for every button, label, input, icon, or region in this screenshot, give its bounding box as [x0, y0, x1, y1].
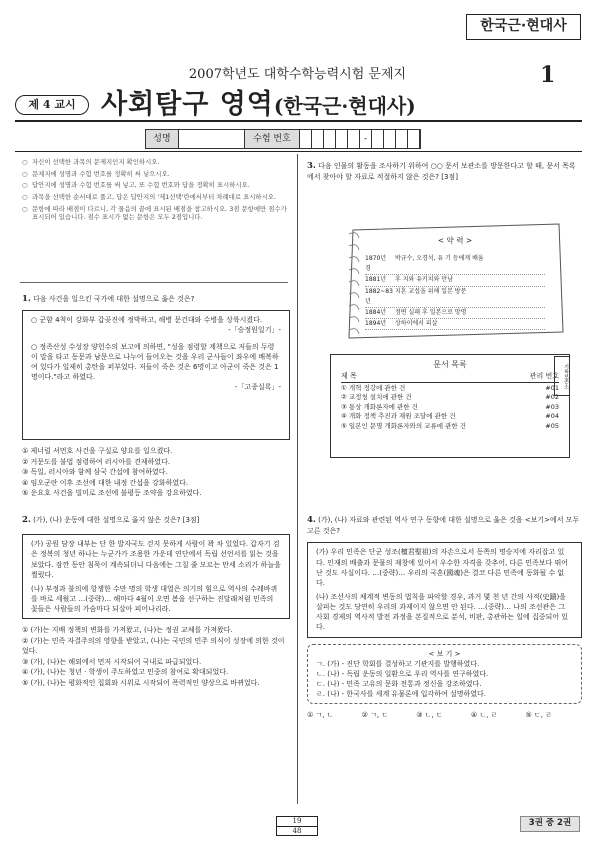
q1-passage-2: ○ 정족산성 수성장 양헌수의 보고에 의하면, "성을 점령할 계책으로 저들의 두령이 말을 타고 동문과 남문으로 나누어 들어오는 것을 우리 군사들이 좌우에 배복하여 있다가 일제히 총탄을 퍼부었다. 저들이 죽은 것은 6명이고 아군이 죽은 것은 1명이다."라고 하였다.	[31, 342, 279, 382]
q4-bogi-box	[307, 644, 582, 705]
question-3	[307, 160, 582, 182]
notice-item: ○ 과목을 선택한 순서대로 풀고, 답은 답안지의 '제1선택'란에서부터 차례대로 표시하시오.	[22, 193, 287, 202]
document-row[interactable]: ② 교정청 설치에 관한 건 #02	[341, 393, 559, 402]
q1-passage-box	[22, 310, 290, 440]
q2-option[interactable]: ④ (가), (나)는 청년 · 학생이 주도하였고 민중의 참여로 확대되었다.	[22, 668, 229, 677]
exam-title: 2007학년도 대학수학능력시험 문제지	[188, 67, 407, 82]
exam-no-digit[interactable]	[336, 130, 348, 148]
exam-no-digit[interactable]	[396, 130, 408, 148]
q2-options	[22, 625, 290, 688]
q1-passage-1: ○ 군함 4척이 강화부 갑곶진에 정박하고, 해병 문건대와 수병을 상륙시켰다.	[31, 316, 263, 325]
q4-option[interactable]: ① ㄱ, ㄴ	[307, 711, 334, 720]
q4-stem: 4. (가), (나) 자료와 관련된 역사 연구 동향에 대한 설명으로 옳은 것을 <보기>에서 모두 고른 것은?	[307, 515, 580, 536]
q2-option[interactable]: ② (가)는 민족 자결주의의 영향을 받았고, (나)는 국민의 민주 의식이 성장에 의한 것이었다.	[22, 636, 285, 656]
document-row[interactable]: ④ 개화 정책 추진과 재원 조달에 관한 건 #04	[341, 412, 559, 421]
name-field[interactable]	[179, 130, 245, 148]
q4-option[interactable]: ③ ㄴ, ㄷ	[416, 711, 443, 720]
subject-main: 사회탐구 영역	[101, 89, 274, 120]
document-row[interactable]: ③ 통상 개화론자에 관한 건 #03	[341, 402, 559, 411]
q1-source-1: -「승정원일기」-	[228, 326, 281, 335]
q4-passage-box	[307, 542, 582, 637]
period-badge: 제 4 교시	[15, 95, 89, 115]
q4-bogi-item: ㄷ. (나) - 민족 고유의 문화 전통과 정신을 강조하였다.	[316, 680, 482, 688]
header-rule-2	[15, 151, 582, 152]
notice-item: ○ 자신이 선택한 과목의 문제지인지 확인하시오.	[22, 158, 287, 167]
question-2	[22, 514, 290, 688]
q4-passage-ga: (가) 우리 민족은 단군 성조(檀君聖祖)의 자손으로서 동쪽의 명승지에 자리잡고 있다. 인재의 배출과 문물의 재창에 있어서 우수한 자격을 갖추어, 다른 민족보다 뛰어난 것도 사실이다. …(중략)… 우리의 국혼(國魂)은 결코 다른 민족에 동화될 수 없다.	[316, 548, 569, 587]
timeline-row: 1881년 후 지와 유키치와 만남	[365, 275, 545, 286]
q4-options	[307, 710, 552, 720]
candidate-id-bar	[145, 129, 421, 149]
q2-passage-ga: (가) 공원 담장 내부는 단 한 발자국도 걷지 못하게 사람이 꽉 차 있었다. 갑자기 검은 정복의 청년 하나는 누군가가 조용한 가운데 연단에서 독립 선언서를 읽는 것을 보았다. 잠깐 동안 침묵이 계속되더니 다음에는 그칠 줄 모르는 만세 소리가 하늘을 찔렀다.	[31, 540, 281, 579]
volume-badge: 3권 중 2권	[520, 816, 580, 832]
exam-no-digit[interactable]	[408, 130, 420, 148]
document-list	[330, 354, 570, 458]
timeline-row: 1870년 경 박규수, 오경석, 유 기 등에게 배움	[365, 254, 545, 275]
q2-option[interactable]: ⑤ (가), (나)는 평화적인 집회와 시위로 시작되어 폭력적인 양상으로 바뀌었다.	[22, 678, 260, 687]
exam-no-digit[interactable]	[300, 130, 312, 148]
page-number: 1	[540, 62, 556, 88]
column-divider	[297, 154, 298, 804]
q1-option[interactable]: ③ 독일, 러시아와 함께 삼국 간섭에 참여하였다.	[22, 468, 168, 477]
q4-option[interactable]: ⑤ ㄷ, ㄹ	[525, 711, 552, 720]
q1-option[interactable]: ① 제너럴 셔먼호 사건을 구실로 양요를 일으켰다.	[22, 447, 173, 456]
q4-bogi-item: ㄴ. (나) - 독립 운동의 일환으로 우리 역사를 연구하였다.	[316, 669, 489, 678]
footer-page-counter	[276, 816, 318, 836]
name-label: 성명	[146, 130, 179, 148]
q4-bogi-item: ㄹ. (나) - 한국사를 세계 유물론에 입각하여 설명하였다.	[316, 690, 487, 699]
exam-no-digit[interactable]	[348, 130, 360, 148]
q4-passage-na: (나) 조선사의 체계적 변동의 법칙을 파악할 경우, 과거 몇 천 년 간의 사적(史蹟)을 살피는 것도 당연히 우리의 과제이지 않으면 안 된다. …(중략)… 나의 조선관은 그 사회 경제의 역사적 발전 과정을 본질적으로 분석, 비판, 총관하는 일에 집중되어 있다.	[316, 593, 569, 632]
q3-stem: 3. 다음 인물의 활동을 조사하기 위하여 ○○ 문서 보관소를 방문한다고 할 때, 문서 목록에서 찾아야 할 자료로 적절하지 않은 것은? [3점]	[307, 161, 576, 182]
exam-no-dash: -	[360, 130, 372, 148]
q4-bogi-title: < 보 기 >	[428, 649, 461, 658]
notice-item: ○ 문항에 따라 배점이 다르니, 각 물음의 끝에 표시된 배점을 참고하시오. 3점 문항에만 점수가 표시되어 있습니다. 점수 표시가 없는 문항은 모두 2점입니다.	[22, 205, 287, 222]
document-row[interactable]: ① 개혁 정강에 관한 건 #01	[341, 383, 559, 392]
document-list-title: 문서 목록	[433, 360, 467, 369]
exam-no-digit[interactable]	[372, 130, 384, 148]
timeline-row: 1894년 상하이에서 피살	[365, 319, 545, 330]
header-rule	[15, 120, 582, 122]
q4-option[interactable]: ② ㄱ, ㄷ	[361, 711, 389, 720]
q1-source-2: -「고종실록」-	[234, 383, 281, 392]
timeline-row: 1884년 정변 실패 후 일본으로 망명	[365, 308, 545, 319]
exam-no-label: 수험 번호	[245, 130, 300, 148]
page-current: 19	[277, 817, 317, 827]
q1-option[interactable]: ⑤ 운요호 사건을 빌미로 조선에 불평등 조약을 강요하였다.	[22, 489, 202, 498]
q4-option[interactable]: ④ ㄴ, ㄹ	[470, 711, 498, 720]
notice-list	[22, 158, 287, 225]
q1-options	[22, 446, 290, 499]
notice-item: ○ 답안지에 성명과 수험 번호를 써 넣고, 또 수험 번호와 답을 정확히 표시하시오.	[22, 181, 287, 190]
subject-tag: 한국근·현대사	[466, 14, 581, 40]
exam-no-digit[interactable]	[384, 130, 396, 148]
q2-option[interactable]: ③ (가), (나)는 해외에서 먼저 시작되어 국내로 파급되었다.	[22, 657, 202, 666]
q2-passage-na: (나) 부정과 불의에 항쟁한 수만 명의 학생 대열은 의기의 힘으로 역사의 수레바퀴를 바로 세웠고 …(중략)… 해마다 4월이 오면 봄을 선구하는 진달래처럼 민족의 꽃들은 사람들의 가슴마다 되살아 피어나리라.	[31, 584, 278, 614]
document-row[interactable]: ⑤ 일본인 문명 개화론자와의 교류에 관한 건 #05	[341, 421, 559, 430]
q2-stem: 2. (가), (나) 운동에 대한 설명으로 옳지 않은 것은? [3점]	[22, 515, 200, 525]
q1-option[interactable]: ② 거문도를 불법 점령하여 러시아를 견제하였다.	[22, 457, 171, 466]
question-1	[22, 293, 290, 499]
archive-stamp: 기록보존소	[554, 356, 570, 396]
q2-option[interactable]: ① (가)는 지배 정책의 변화를 가져왔고, (나)는 정권 교체를 가져왔다.	[22, 626, 233, 635]
q1-stem: 1. 다음 사건을 일으킨 국가에 대한 설명으로 옳은 것은?	[22, 294, 195, 304]
timeline-row: 1882~83년 지혼 교섭을 위해 일본 방문	[365, 287, 545, 308]
q2-passage-box	[22, 534, 290, 619]
subject-sub: (한국근·현대사)	[273, 94, 416, 118]
page-total: 48	[292, 827, 302, 835]
notice-item: ○ 문제지에 성명과 수험 번호를 정확히 써 넣으시오.	[22, 170, 287, 179]
timeline	[365, 254, 545, 330]
q4-bogi-item: ㄱ. (가) - 진단 학회를 결성하고 기관지를 발행하였다.	[316, 659, 480, 668]
document-list-header: 제 목 관리 번호	[341, 372, 559, 383]
timeline-title: < 약 력 >	[437, 236, 473, 245]
question-4	[307, 514, 582, 720]
exam-no-digit[interactable]	[312, 130, 324, 148]
notice-divider	[20, 282, 288, 283]
subject-title	[101, 86, 416, 124]
exam-no-digit[interactable]	[324, 130, 336, 148]
q1-option[interactable]: ④ 임오군란 이후 조선에 대한 내정 간섭을 강화하였다.	[22, 478, 189, 487]
